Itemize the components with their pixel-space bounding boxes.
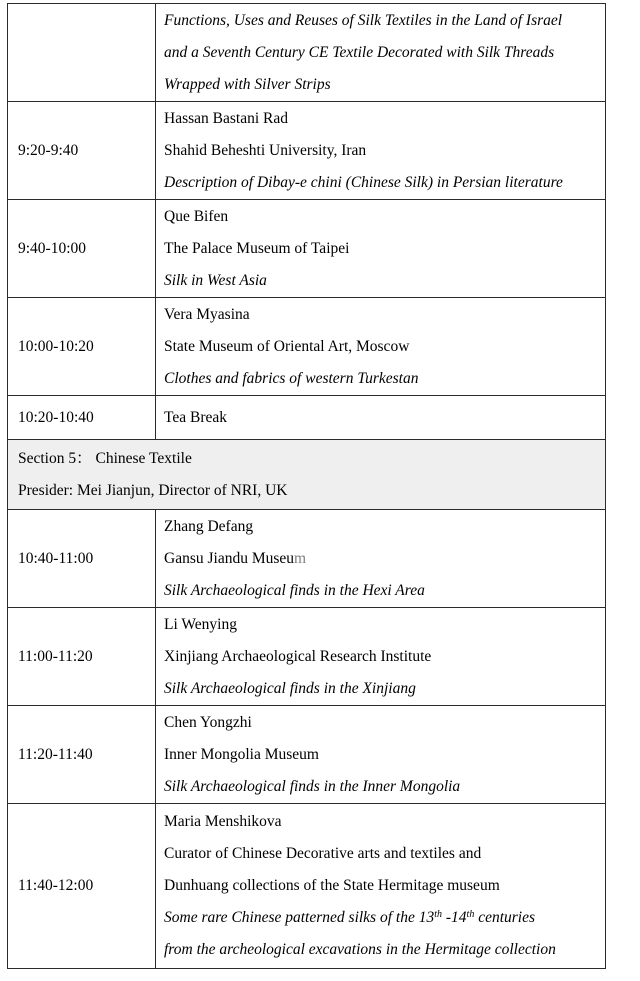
- time-cell: [8, 396, 156, 440]
- table-row: [8, 200, 606, 298]
- cell-line: [164, 135, 605, 167]
- content-cell: [156, 102, 606, 200]
- text-segment: Silk in West Asia: [164, 271, 267, 289]
- conference-schedule-table: [7, 3, 606, 969]
- content-cell: [156, 4, 606, 102]
- time-label: 11:00-11:20: [18, 647, 93, 665]
- text-segment: and a Seventh Century CE Textile Decorated with Silk Threads: [164, 43, 555, 61]
- text-segment: Xinjiang Archaeological Research Institute: [164, 647, 432, 665]
- text-segment: centuries: [474, 909, 536, 926]
- table-row: [8, 608, 606, 706]
- text-segment: Silk Archaeological finds in the Xinjiang: [164, 679, 416, 697]
- time-cell: [8, 4, 156, 102]
- cell-line: [164, 233, 605, 265]
- content-cell: [156, 298, 606, 396]
- section-header-cell: [8, 440, 606, 510]
- content-cell: [156, 200, 606, 298]
- text-segment: Hassan Bastani Rad: [164, 109, 288, 127]
- text-segment: Curator of Chinese Decorative arts and textiles and: [164, 845, 482, 862]
- cell-line: [164, 299, 605, 331]
- cell-line: [164, 5, 605, 37]
- text-segment: Silk Archaeological finds in the Hexi Area: [164, 581, 425, 599]
- text-segment: Vera Myasina: [164, 305, 250, 323]
- table-row: [8, 396, 606, 440]
- text-segment: Silk Archaeological finds in the Inner Mongolia: [164, 777, 461, 795]
- text-segment: The Palace Museum of Taipei: [164, 239, 350, 257]
- cell-line: [164, 575, 605, 607]
- cell-line: [164, 402, 605, 434]
- time-label: 10:00-10:20: [18, 337, 94, 355]
- cell-line: [164, 902, 605, 934]
- section-header-line: [18, 443, 605, 475]
- cell-line: [164, 609, 605, 641]
- content-cell: [156, 706, 606, 804]
- section-header-line: [18, 475, 605, 507]
- cell-line: [164, 673, 605, 705]
- time-label: 9:20-9:40: [18, 141, 79, 159]
- time-cell: [8, 608, 156, 706]
- time-cell: [8, 706, 156, 804]
- text-segment: -14: [442, 909, 467, 926]
- content-cell: [156, 510, 606, 608]
- document-page: [0, 3, 640, 981]
- text-segment: Functions, Uses and Reuses of Silk Textiles in the Land of Israel: [164, 11, 563, 29]
- table-row: [8, 804, 606, 969]
- cell-line: [164, 363, 605, 395]
- time-label: 10:20-10:40: [18, 408, 94, 426]
- cell-line: [164, 739, 605, 771]
- text-segment: Presider: Mei Jianjun, Director of NRI, UK: [18, 481, 288, 499]
- time-cell: [8, 298, 156, 396]
- cell-line: [164, 265, 605, 297]
- table-row: [8, 4, 606, 102]
- table-row: [8, 706, 606, 804]
- cell-line: [164, 934, 605, 966]
- cell-line: [164, 167, 605, 199]
- cell-line: [164, 543, 605, 575]
- cell-line: [164, 69, 605, 101]
- content-cell: [156, 608, 606, 706]
- cell-line: [164, 201, 605, 233]
- time-cell: [8, 510, 156, 608]
- content-cell: [156, 396, 606, 440]
- schedule-body: [8, 4, 606, 969]
- cell-line: [164, 771, 605, 803]
- text-segment: Que Bifen: [164, 207, 229, 225]
- cell-line: [164, 103, 605, 135]
- table-row: [8, 298, 606, 396]
- cell-line: [164, 707, 605, 739]
- cell-line: [164, 331, 605, 363]
- cell-line: [164, 806, 605, 838]
- text-segment: Inner Mongolia Museum: [164, 745, 319, 763]
- section-header-row: [8, 440, 606, 510]
- time-label: 11:20-11:40: [18, 745, 93, 763]
- cell-line: [164, 37, 605, 69]
- table-row: [8, 510, 606, 608]
- time-cell: [8, 804, 156, 969]
- content-cell: [156, 804, 606, 969]
- cell-line: [164, 870, 605, 902]
- text-segment: th: [466, 909, 475, 920]
- cell-line: [164, 838, 605, 870]
- text-segment: Wrapped with Silver Strips: [164, 75, 331, 93]
- text-segment: Zhang Defang: [164, 517, 254, 535]
- text-segment: Clothes and fabrics of western Turkestan: [164, 369, 419, 387]
- text-segment: Dunhuang collections of the State Hermitage museum: [164, 877, 500, 894]
- text-segment: m: [294, 549, 307, 567]
- text-segment: Some rare Chinese patterned silks of the 13: [164, 909, 435, 926]
- text-segment: from the archeological excavations in the Hermitage collection: [164, 941, 556, 958]
- text-segment: Gansu Jiandu Museu: [164, 549, 295, 567]
- time-label: 11:40-12:00: [18, 877, 94, 894]
- table-row: [8, 102, 606, 200]
- text-segment: State Museum of Oriental Art, Moscow: [164, 337, 410, 355]
- text-segment: Maria Menshikova: [164, 813, 282, 830]
- time-cell: [8, 102, 156, 200]
- cell-line: [164, 511, 605, 543]
- text-segment: Description of Dibay-e chini (Chinese Silk) in Persian literature: [164, 173, 563, 191]
- text-segment: Chen Yongzhi: [164, 713, 252, 731]
- time-label: 9:40-10:00: [18, 239, 87, 257]
- text-segment: Shahid Beheshti University, Iran: [164, 141, 367, 159]
- time-cell: [8, 200, 156, 298]
- cell-line: [164, 641, 605, 673]
- text-segment: th: [434, 909, 442, 920]
- time-label: 10:40-11:00: [18, 549, 94, 567]
- text-segment: Tea Break: [164, 408, 228, 426]
- text-segment: Section 5： Chinese Textile: [18, 449, 192, 467]
- text-segment: Li Wenying: [164, 615, 237, 633]
